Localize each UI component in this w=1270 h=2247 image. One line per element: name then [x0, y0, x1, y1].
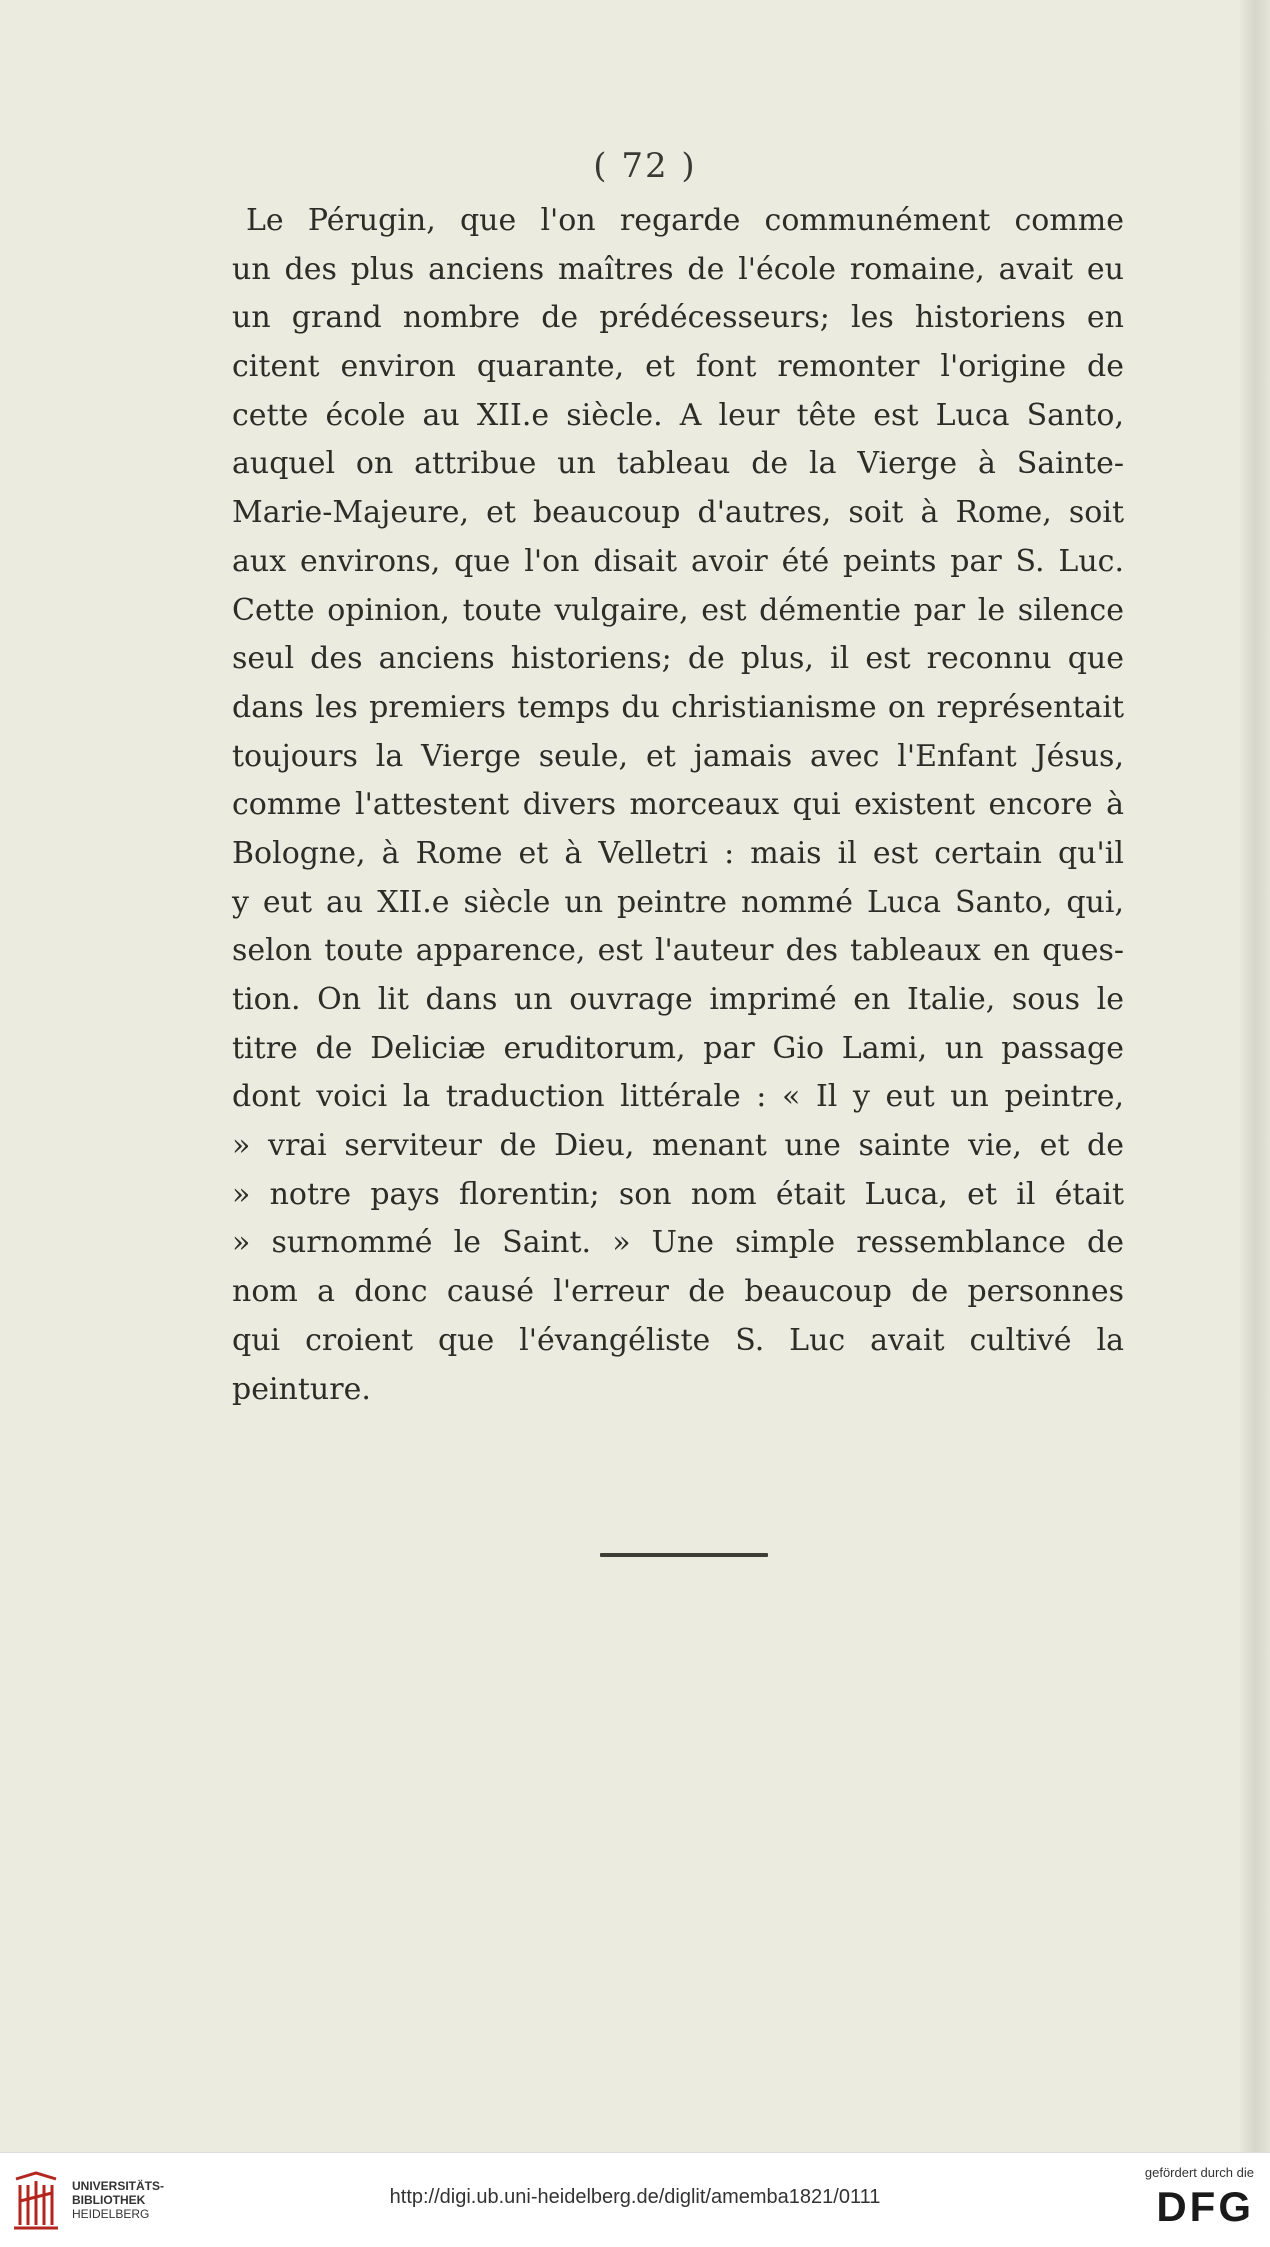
- section-separator: [600, 1553, 768, 1557]
- text-line: aux environs, que l'on disait avoir été peints par S. Luc.: [232, 543, 1124, 579]
- page-number: ( 72 ): [593, 146, 697, 186]
- page-gutter: [1240, 0, 1270, 2152]
- text-line: dans les premiers temps du christianisme on représentait: [232, 689, 1124, 725]
- text-line: nom a donc causé l'erreur de beaucoup de personnes: [232, 1274, 1124, 1310]
- dfg-funding-block: [1124, 2165, 1254, 2228]
- text-line: peinture.: [232, 1371, 371, 1407]
- text-line: selon toute apparence, est l'auteur des tableaux en ques-: [232, 933, 1124, 969]
- text-line: Marie-Majeure, et beaucoup d'autres, soit à Rome, soit: [232, 495, 1124, 531]
- library-name-line: HEIDELBERG: [72, 2207, 150, 2221]
- text-line: comme l'attestent divers morceaux qui existent encore à: [232, 787, 1124, 823]
- text-line: qui croient que l'évangéliste S. Luc avait cultivé la: [232, 1322, 1124, 1358]
- text-line: Cette opinion, toute vulgaire, est démentie par le silence: [232, 592, 1124, 628]
- library-name-line: BIBLIOTHEK: [72, 2193, 146, 2207]
- text-line: » notre pays florentin; son nom était Luca, et il était: [232, 1176, 1124, 1212]
- library-name-line: UNIVERSITÄTS-: [72, 2179, 165, 2193]
- body-text: [232, 197, 1124, 1414]
- text-line: titre de Deliciæ eruditorum, par Gio Lami, un passage: [232, 1030, 1124, 1066]
- permalink-url[interactable]: http://digi.ub.uni-heidelberg.de/diglit/amemba1821/0111: [389, 2186, 881, 2208]
- dfg-logo[interactable]: DFG: [1156, 2183, 1254, 2230]
- text-line: toujours la Vierge seule, et jamais avec l'Enfant Jésus,: [232, 738, 1124, 774]
- viewer-footer: [0, 2152, 1270, 2247]
- text-line: y eut au XII.e siècle un peintre nommé Luca Santo, qui,: [232, 884, 1124, 920]
- text-line: cette école au XII.e siècle. A leur tête est Luca Santo,: [232, 397, 1124, 433]
- text-line: un grand nombre de prédécesseurs; les historiens en: [232, 300, 1124, 336]
- text-line: Bologne, à Rome et à Velletri : mais il est certain qu'il: [232, 835, 1124, 871]
- text-line: seul des anciens historiens; de plus, il est reconnu que: [232, 641, 1124, 677]
- text-line: dont voici la traduction littérale : « Il y eut un peintre,: [232, 1079, 1124, 1115]
- text-line: » vrai serviteur de Dieu, menant une sainte vie, et de: [232, 1128, 1124, 1164]
- text-line: citent environ quarante, et font remonter l'origine de: [232, 349, 1124, 385]
- text-line: » surnommé le Saint. » Une simple ressemblance de: [232, 1225, 1124, 1261]
- text-line: un des plus anciens maîtres de l'école romaine, avait eu: [232, 251, 1124, 287]
- text-line: auquel on attribue un tableau de la Vierge à Sainte-: [232, 446, 1124, 482]
- funded-by-label: gefördert durch die: [1144, 2165, 1254, 2180]
- text-line: tion. On lit dans un ouvrage imprimé en Italie, sous le: [232, 982, 1124, 1017]
- text-line: Le Pérugin, que l'on regarde communément comme: [246, 203, 1124, 238]
